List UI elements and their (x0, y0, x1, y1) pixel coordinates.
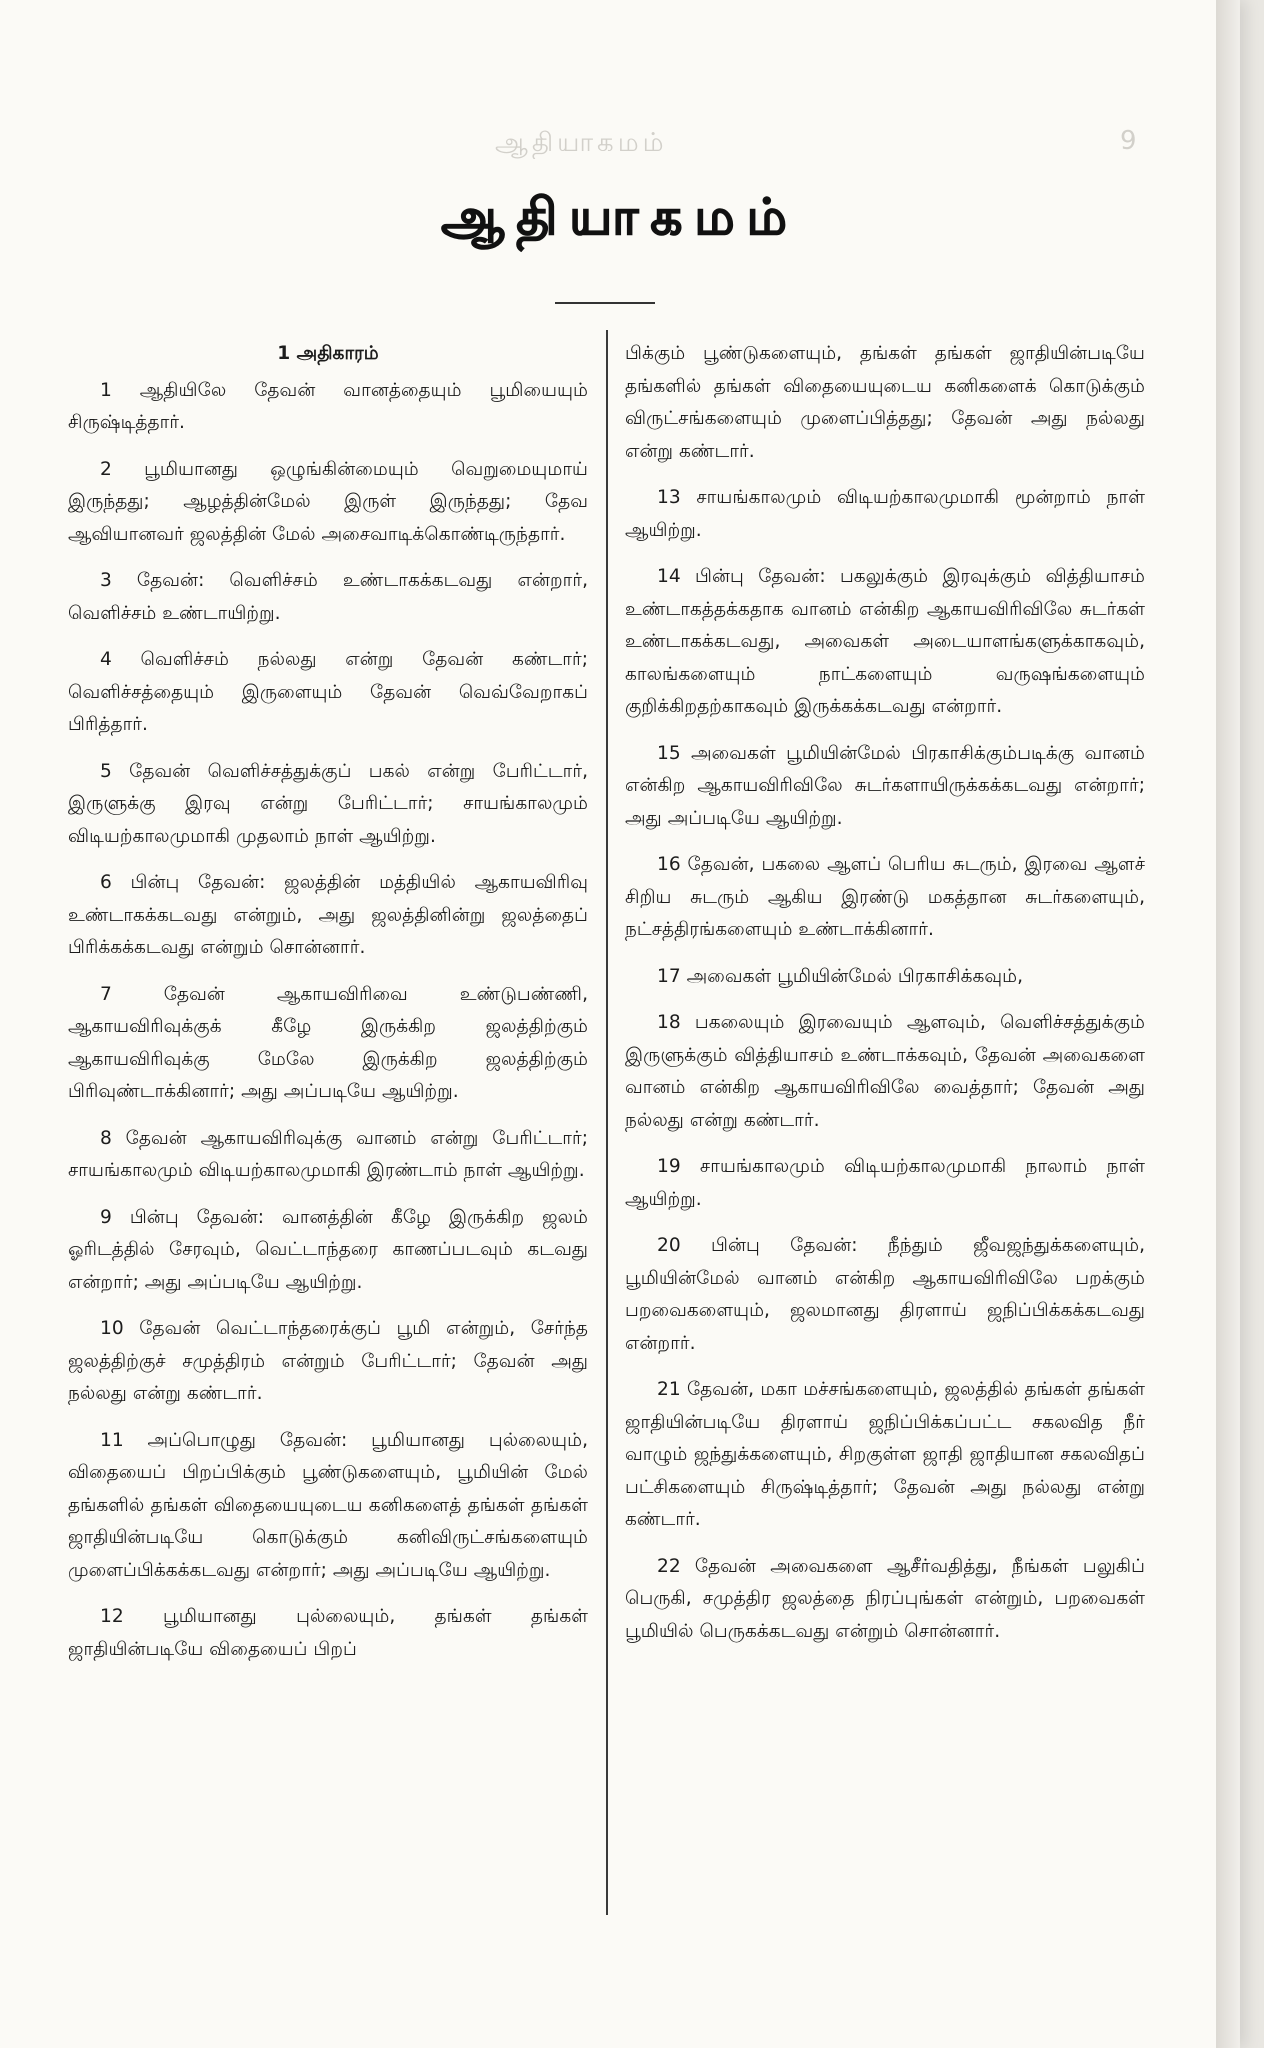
verse-10: 10 தேவன் வெட்டாந்தரைக்குப் பூமி என்றும், சேர்ந்த ஜலத்திற்குச் சமுத்திரம் என்றும் பேரிட்டார்; தேவன் அது நல்லது என்று கண்டார். (68, 1318, 588, 1404)
page-edge (1216, 0, 1240, 2048)
show-through-page-number: 9 (1120, 126, 1137, 156)
verse-2: 2 பூமியானது ஒழுங்கின்மையும் வெறுமையுமாய் இருந்தது; ஆழத்தின்மேல் இருள் இருந்தது; தேவ ஆவியானவர் ஜலத்தின் மேல் அசைவாடிக்கொண்டிருந்தார். (68, 458, 588, 545)
verse-6: 6 பின்பு தேவன்: ஜலத்தின் மத்தியில் ஆகாயவிரிவு உண்டாகக்கடவது என்றும், அது ஜலத்தினின்று ஜலத்தைப் பிரிக்கக்கடவது என்றும் சொன்னார். (68, 872, 588, 958)
verse-1: 1 ஆதியிலே தேவன் வானத்தையும் பூமியையும் சிருஷ்டித்தார். (68, 379, 588, 433)
verse-5: 5 தேவன் வெளிச்சத்துக்குப் பகல் என்று பேரிட்டார், இருளுக்கு இரவு என்று பேரிட்டார்; சாயங்காலமும் விடியற்காலமுமாகி முதலாம் நாள் ஆயிற்று. (68, 760, 588, 847)
verse-9: 9 பின்பு தேவன்: வானத்தின் கீழே இருக்கிற ஜலம் ஓரிடத்தில் சேரவும், வெட்டாந்தரை காணப்படவும் கடவது என்றார்; அது அப்படியே ஆயிற்று. (68, 1206, 588, 1293)
book-title: ஆதியாகமம் (441, 188, 799, 246)
verse-17: 17 அவைகள் பூமியின்மேல் பிரகாசிக்கவும், (657, 965, 1024, 987)
verse-19: 19 சாயங்காலமும் விடியற்காலமுமாகி நாலாம் நாள் ஆயிற்று. (625, 1156, 1145, 1210)
verse-22: 22 தேவன் அவைகளை ஆசீர்வதித்து, நீங்கள் பலுகிப் பெருகி, சமுத்திர ஜலத்தை நிரப்புங்கள் என்றும், பறவைகள் பூமியில் பெருகக்கடவது என்றும் சொன்னார். (625, 1555, 1145, 1642)
verse-18: 18 பகலையும் இரவையும் ஆளவும், வெளிச்சத்துக்கும் இருளுக்கும் வித்தியாசம் உண்டாக்கவும், தேவன் அவைகளை வானம் என்கிற ஆகாயவிரிவிலே வைத்தார்; தேவன் அது நல்லது என்று கண்டார். (625, 1012, 1145, 1131)
verse-3: 3 தேவன்: வெளிச்சம் உண்டாகக்கடவது என்றார், வெளிச்சம் உண்டாயிற்று. (68, 570, 588, 624)
verse-12: 12 பூமியானது புல்லையும், தங்கள் தங்கள் ஜாதியின்படியே விதையைப் பிறப் (68, 1606, 588, 1660)
verse-12-continuation: பிக்கும் பூண்டுகளையும், தங்கள் தங்கள் ஜாதியின்படியே தங்களில் தங்கள் விதையையுடைய கனிகளைக் கொடுக்கும் விருட்சங்களையும் முளைப்பித்தது; தேவன் அது நல்லது என்று கண்டார். (625, 343, 1145, 462)
verse-20: 20 பின்பு தேவன்: நீந்தும் ஜீவஜந்துக்களையும், பூமியின்மேல் வானம் என்கிற ஆகாயவிரிவிலே பறக்கும் பறவைகளையும், ஜலமானது திரளாய் ஜநிப்பிக்கக்கடவது என்றார். (625, 1235, 1145, 1354)
column-divider (606, 330, 608, 1915)
verse-14: 14 பின்பு தேவன்: பகலுக்கும் இரவுக்கும் வித்தியாசம் உண்டாகத்தக்கதாக வானம் என்கிற ஆகாயவிரிவிலே சுடர்கள் உண்டாகக்கடவது, அவைகள் அடையாளங்களுக்காகவும், காலங்களையும் நாட்களையும் வருஷங்களையும் குறிக்கிறதற்காகவும் இருக்கக்கடவது என்றார். (625, 566, 1145, 717)
verse-7: 7 தேவன் ஆகாயவிரிவை உண்டுபண்ணி, ஆகாயவிரிவுக்குக் கீழே இருக்கிற ஜலத்திற்கும் ஆகாயவிரிவுக்கு மேலே இருக்கிற ஜலத்திற்கும் பிரிவுண்டாக்கினார்; அது அப்படியே ஆயிற்று. (68, 983, 588, 1102)
verse-15: 15 அவைகள் பூமியின்மேல் பிரகாசிக்கும்படிக்கு வானம் என்கிற ஆகாயவிரிவிலே சுடர்களாயிருக்கக்கடவது என்றார்; அது அப்படியே ஆயிற்று. (625, 742, 1145, 829)
left-column (68, 338, 588, 1680)
verse-8: 8 தேவன் ஆகாயவிரிவுக்கு வானம் என்று பேரிட்டார்; சாயங்காலமும் விடியற்காலமுமாகி இரண்டாம் நாள் ஆயிற்று. (68, 1127, 588, 1181)
verse-21: 21 தேவன், மகா மச்சங்களையும், ஜலத்தில் தங்கள் தங்கள் ஜாதியின்படியே திரளாய் ஜநிப்பிக்கப்பட்ட சகலவித நீர் வாழும் ஜந்துக்களையும், சிறகுள்ள ஜாதி ஜாதியான சகலவிதப் பட்சிகளையும் சிருஷ்டித்தார்; தேவன் அது நல்லது என்று கண்டார். (625, 1379, 1145, 1530)
right-column (625, 338, 1145, 1662)
verse-16: 16 தேவன், பகலை ஆளப் பெரிய சுடரும், இரவை ஆளச் சிறிய சுடரும் ஆகிய இரண்டு மகத்தான சுடர்களையும், நட்சத்திரங்களையும் உண்டாக்கினார். (625, 854, 1145, 940)
verse-13: 13 சாயங்காலமும் விடியற்காலமுமாகி மூன்றாம் நாள் ஆயிற்று. (625, 487, 1145, 541)
chapter-heading: 1 அதிகாரம் (277, 343, 379, 364)
title-divider (555, 302, 655, 304)
verse-4: 4 வெளிச்சம் நல்லது என்று தேவன் கண்டார்; வெளிச்சத்தையும் இருளையும் தேவன் வெவ்வேறாகப் பிரித்தார். (68, 649, 588, 735)
show-through-header: ஆதியாகமம் (495, 128, 668, 158)
verse-11: 11 அப்பொழுது தேவன்: பூமியானது புல்லையும், விதையைப் பிறப்பிக்கும் பூண்டுகளையும், பூமியின் மேல் தங்களில் தங்கள் விதையையுடைய கனிகளைத் தங்கள் தங்கள் ஜாதியின்படியே கொடுக்கும் கனிவிருட்சங்களையும் முளைப்பிக்கக்கடவது என்றார்; அது அப்படியே ஆயிற்று. (68, 1429, 588, 1581)
